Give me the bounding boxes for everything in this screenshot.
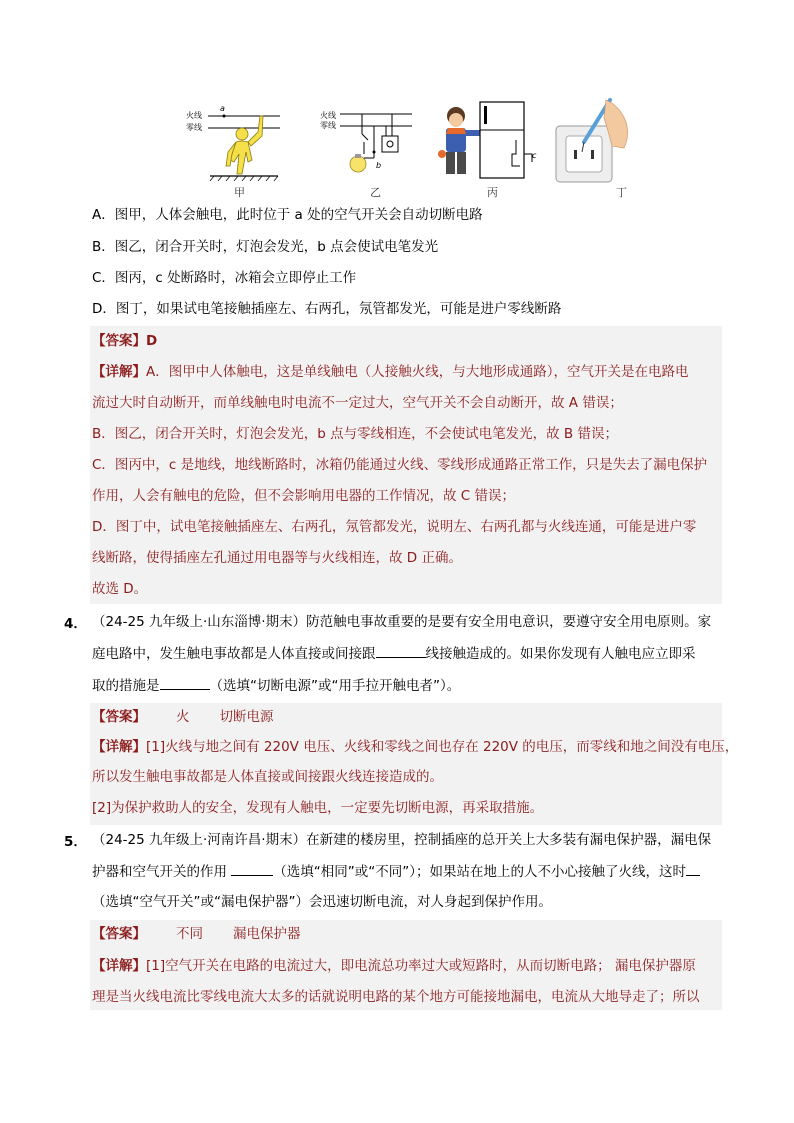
option-d: D．图丁，如果试电笔接触插座左、右两孔，氖管都发光，可能是进户零线断路 [92,301,562,317]
q5-stem-line: 护器和空气开关的作用 （选填“相同”或“不同”）；如果站在地上的人不小心接触了火线，这时 [92,861,700,882]
q4-stem-line: 庭电路中，发生触电事故都是人体直接或间接跟 线接触造成的。如果你发现有人触电应立即采 [92,643,696,664]
label-fire-yi: 火线 [320,111,336,120]
q4-stem-line: （24-25 九年级上·山东淄博·期末）防范触电事故重要的是要有安全用电意识，要遵守安全用电原则。家 [92,614,712,630]
caption-yi: 乙 [370,186,381,199]
q3-answer [92,331,157,351]
option-a: A．图甲，人体会触电，此时位于 a 处的空气开关会自动切断电路 [92,207,483,223]
blank-field [231,861,273,876]
label-neutral-yi: 零线 [320,121,336,130]
option-c: C．图丙，c 处断路时，冰箱会立即停止工作 [92,270,357,286]
answer-value: 切断电源 [219,709,274,725]
q4-detail-line: 所以发生触电事故都是人体直接或间接跟火线连接造成的。 [92,769,443,785]
label-b: b [376,161,382,170]
q4-detail-line: 【详解】[1]火线与地之间有 220V 电压、火线和零线之间也存在 220V 的电压，而零线和地之间没有电压， [92,739,739,755]
q4-number: 4． [64,616,87,632]
detail-tag: 【详解】 [92,739,146,755]
caption-ding: 丁 [616,186,627,199]
answer-tag: 【答案】 [92,709,146,725]
figure-yi [316,96,416,186]
answer-value: 不同 [176,926,203,942]
q5-stem-line: （选填“空气开关”或“漏电保护器”）会迅速切断电流，对人身起到保护作用。 [92,894,552,910]
q5-stem-line: （24-25 九年级上·河南许昌·期末）在新建的楼房里，控制插座的总开关上大多装有漏电保护器，漏电保 [92,832,712,848]
q3-detail-line: 【详解】A．图甲中人体触电，这是单线触电（人接触火线，与大地形成通路），空气开关是在电路电 [92,364,689,380]
answer-tag: 【答案】 [92,926,146,942]
answer-value: 漏电保护器 [233,926,301,942]
label-neutral-jia: 零线 [186,123,202,132]
label-a: a [220,104,225,113]
q3-detail-line: B．图乙，闭合开关时，灯泡会发光，b 点与零线相连，不会使试电笔发光，故 B 错误； [92,426,618,442]
q4-answer [92,707,274,727]
blank-field [376,643,426,658]
q5-detail-line: 理是当火线电流比零线电流大太多的话就说明电路的某个地方可能接地漏电，电流从大地导走了；所以 [92,989,700,1005]
q3-detail-line: 流过大时自动断开，而单线触电时电流不一定过大，空气开关不会自动断开，故 A 错误； [92,395,623,411]
q3-detail-line: C．图丙中，c 是地线，地线断路时，冰箱仍能通过火线、零线形成通路正常工作，只是失去了漏电保护 [92,457,708,473]
q5-number: 5． [64,834,87,850]
figure-ding [554,96,634,186]
caption-bing: 丙 [487,186,498,199]
q5-answer [92,924,301,944]
figure-jia [182,96,282,186]
label-c: c [532,151,537,160]
q3-detail-line: 故选 D。 [92,581,148,597]
q5-detail-line: 【详解】[1]空气开关在电路的电流过大，即电流总功率过大或短路时，从而切断电路； 漏电保护器原 [92,958,696,974]
blank-field [686,861,700,876]
answer-value: 火 [176,709,190,725]
answer-tag: 【答案】 [92,333,146,349]
q4-detail-line: [2]为保护救助人的安全，发现有人触电，一定要先切断电源，再采取措施。 [92,800,544,816]
answer-value: D [146,333,158,349]
detail-tag: 【详解】 [92,364,146,380]
figure-bing [432,96,542,186]
caption-jia: 甲 [234,186,245,199]
blank-field [160,675,210,690]
q4-stem-line: 取的措施是 （选填“切断电源”或“用手拉开触电者”）。 [92,675,460,696]
detail-tag: 【详解】 [92,958,146,974]
q3-detail-line: 作用，人会有触电的危险，但不会影响用电器的工作情况，故 C 错误； [92,488,516,504]
option-b: B．图乙，闭合开关时，灯泡会发光，b 点会使试电笔发光 [92,239,439,255]
label-fire-jia: 火线 [186,111,202,120]
q3-detail-line: D．图丁中，试电笔接触插座左、右两孔，氖管都发光，说明左、右两孔都与火线连通，可能是进户零 [92,519,697,535]
q3-detail-line: 线断路，使得插座左孔通过用电器等与火线相连，故 D 正确。 [92,550,462,566]
